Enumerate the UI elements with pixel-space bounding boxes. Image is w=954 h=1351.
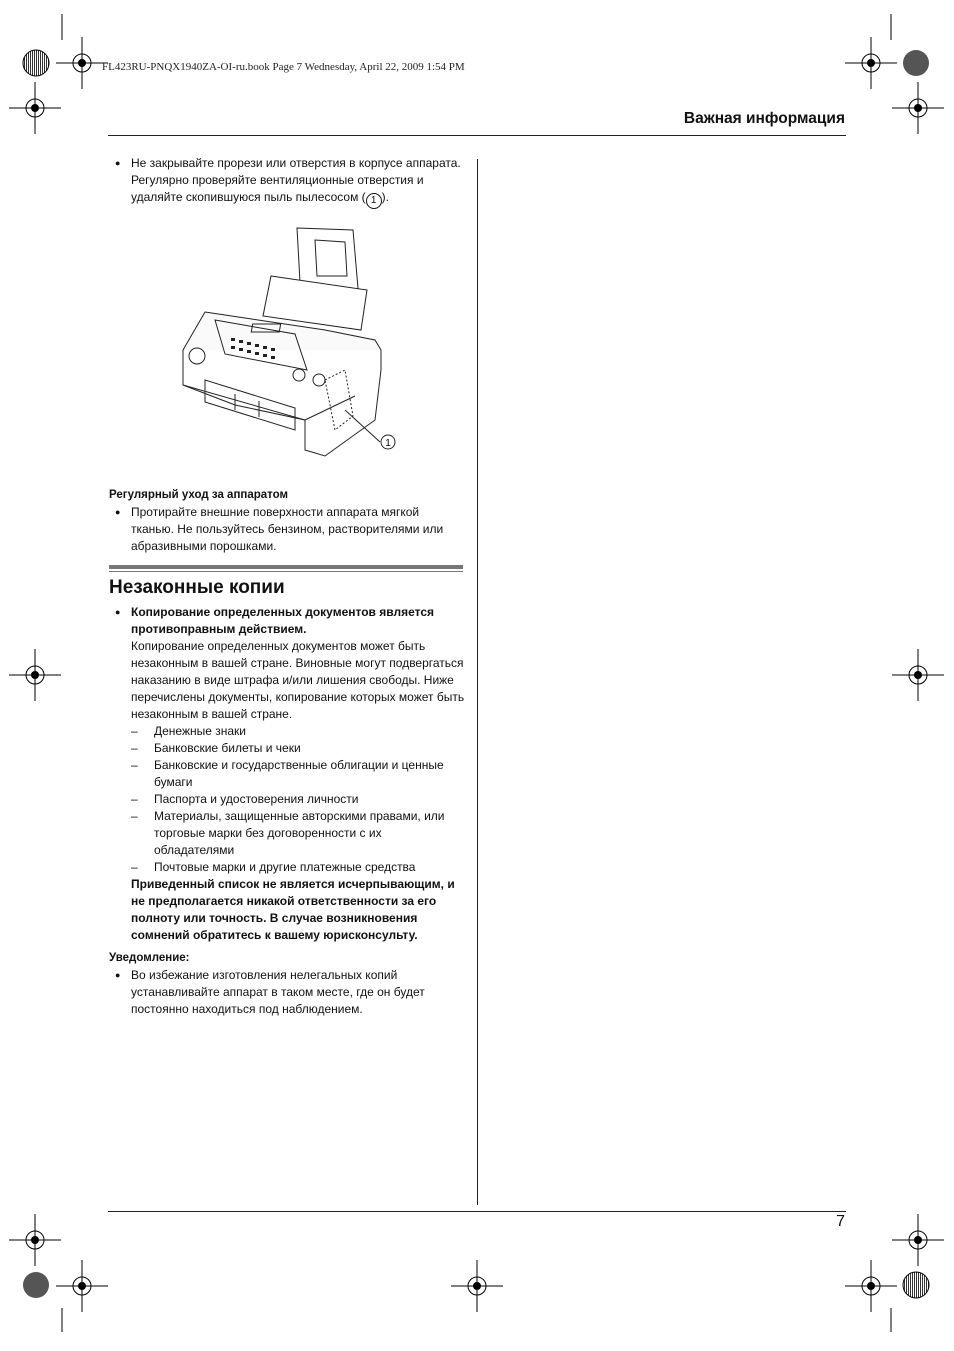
list-item: – Материалы, защищенные авторскими правами, или торговые марки без договоренности с их обладателями: [109, 808, 465, 859]
callout-1-ref: 1: [366, 193, 382, 209]
list-item: – Почтовые марки и другие платежные средства: [109, 859, 465, 876]
heading-rule: [109, 565, 463, 572]
column-divider: [477, 159, 478, 1205]
vent-note: [109, 155, 465, 209]
illegal-copies-section: [109, 604, 465, 1018]
section-heading: Незаконные копии: [109, 577, 285, 598]
illegal-paragraph: Копирование определенных документов может быть незаконным в вашей стране. Виновные могут подвергаться наказанию в виде штрафа и/или лишения свободы. Ниже перечислены документы, копирование которых может быть незаконным в вашей стране.: [131, 639, 465, 721]
illegal-bold-bullet: ● Копирование определенных документов является противоправным действием.: [109, 604, 465, 638]
header-rule: [108, 135, 846, 136]
page-number: 7: [836, 1213, 845, 1230]
footer-rule: [108, 1211, 846, 1212]
care-bullet: ● Протирайте внешние поверхности аппарата мягкой тканью. Не пользуйтесь бензином, растворителями или абразивными порошками.: [109, 504, 465, 555]
section-title: Важная информация: [683, 110, 845, 127]
print-info: FL423RU-PNQX1940ZA-OI-ru.book Page 7 Wednesday, April 22, 2009 1:54 PM: [102, 61, 465, 73]
list-item: – Банковские билеты и чеки: [109, 740, 465, 757]
care-title: Регулярный уход за аппаратом: [109, 489, 289, 501]
vent-note-end: ).: [381, 190, 389, 204]
vent-note-text: Не закрывайте прорези или отверстия в корпусе аппарата. Регулярно проверяйте вентиляционные отверстия и удаляйте скопившуюся пыль пылесосом (: [131, 156, 461, 204]
list-item: – Паспорта и удостоверения личности: [109, 791, 465, 808]
list-item: – Денежные знаки: [109, 723, 465, 740]
fax-machine-illustration: [175, 220, 405, 460]
figure-callout-1: 1: [385, 438, 391, 449]
care-section: [109, 487, 465, 555]
notice-title: Уведомление:: [109, 952, 190, 964]
notice-bullet: ● Во избежание изготовления нелегальных копий устанавливайте аппарат в таком месте, где он будет постоянно находиться под наблюдением.: [109, 967, 465, 1018]
list-item: – Банковские и государственные облигации и ценные бумаги: [109, 757, 465, 791]
disclaimer: Приведенный список не является исчерпывающим, и не предполагается никакой ответственности за его полноту или точность. В случае возникновения сомнений обратитесь к вашему юрисконсульту.: [131, 877, 455, 942]
